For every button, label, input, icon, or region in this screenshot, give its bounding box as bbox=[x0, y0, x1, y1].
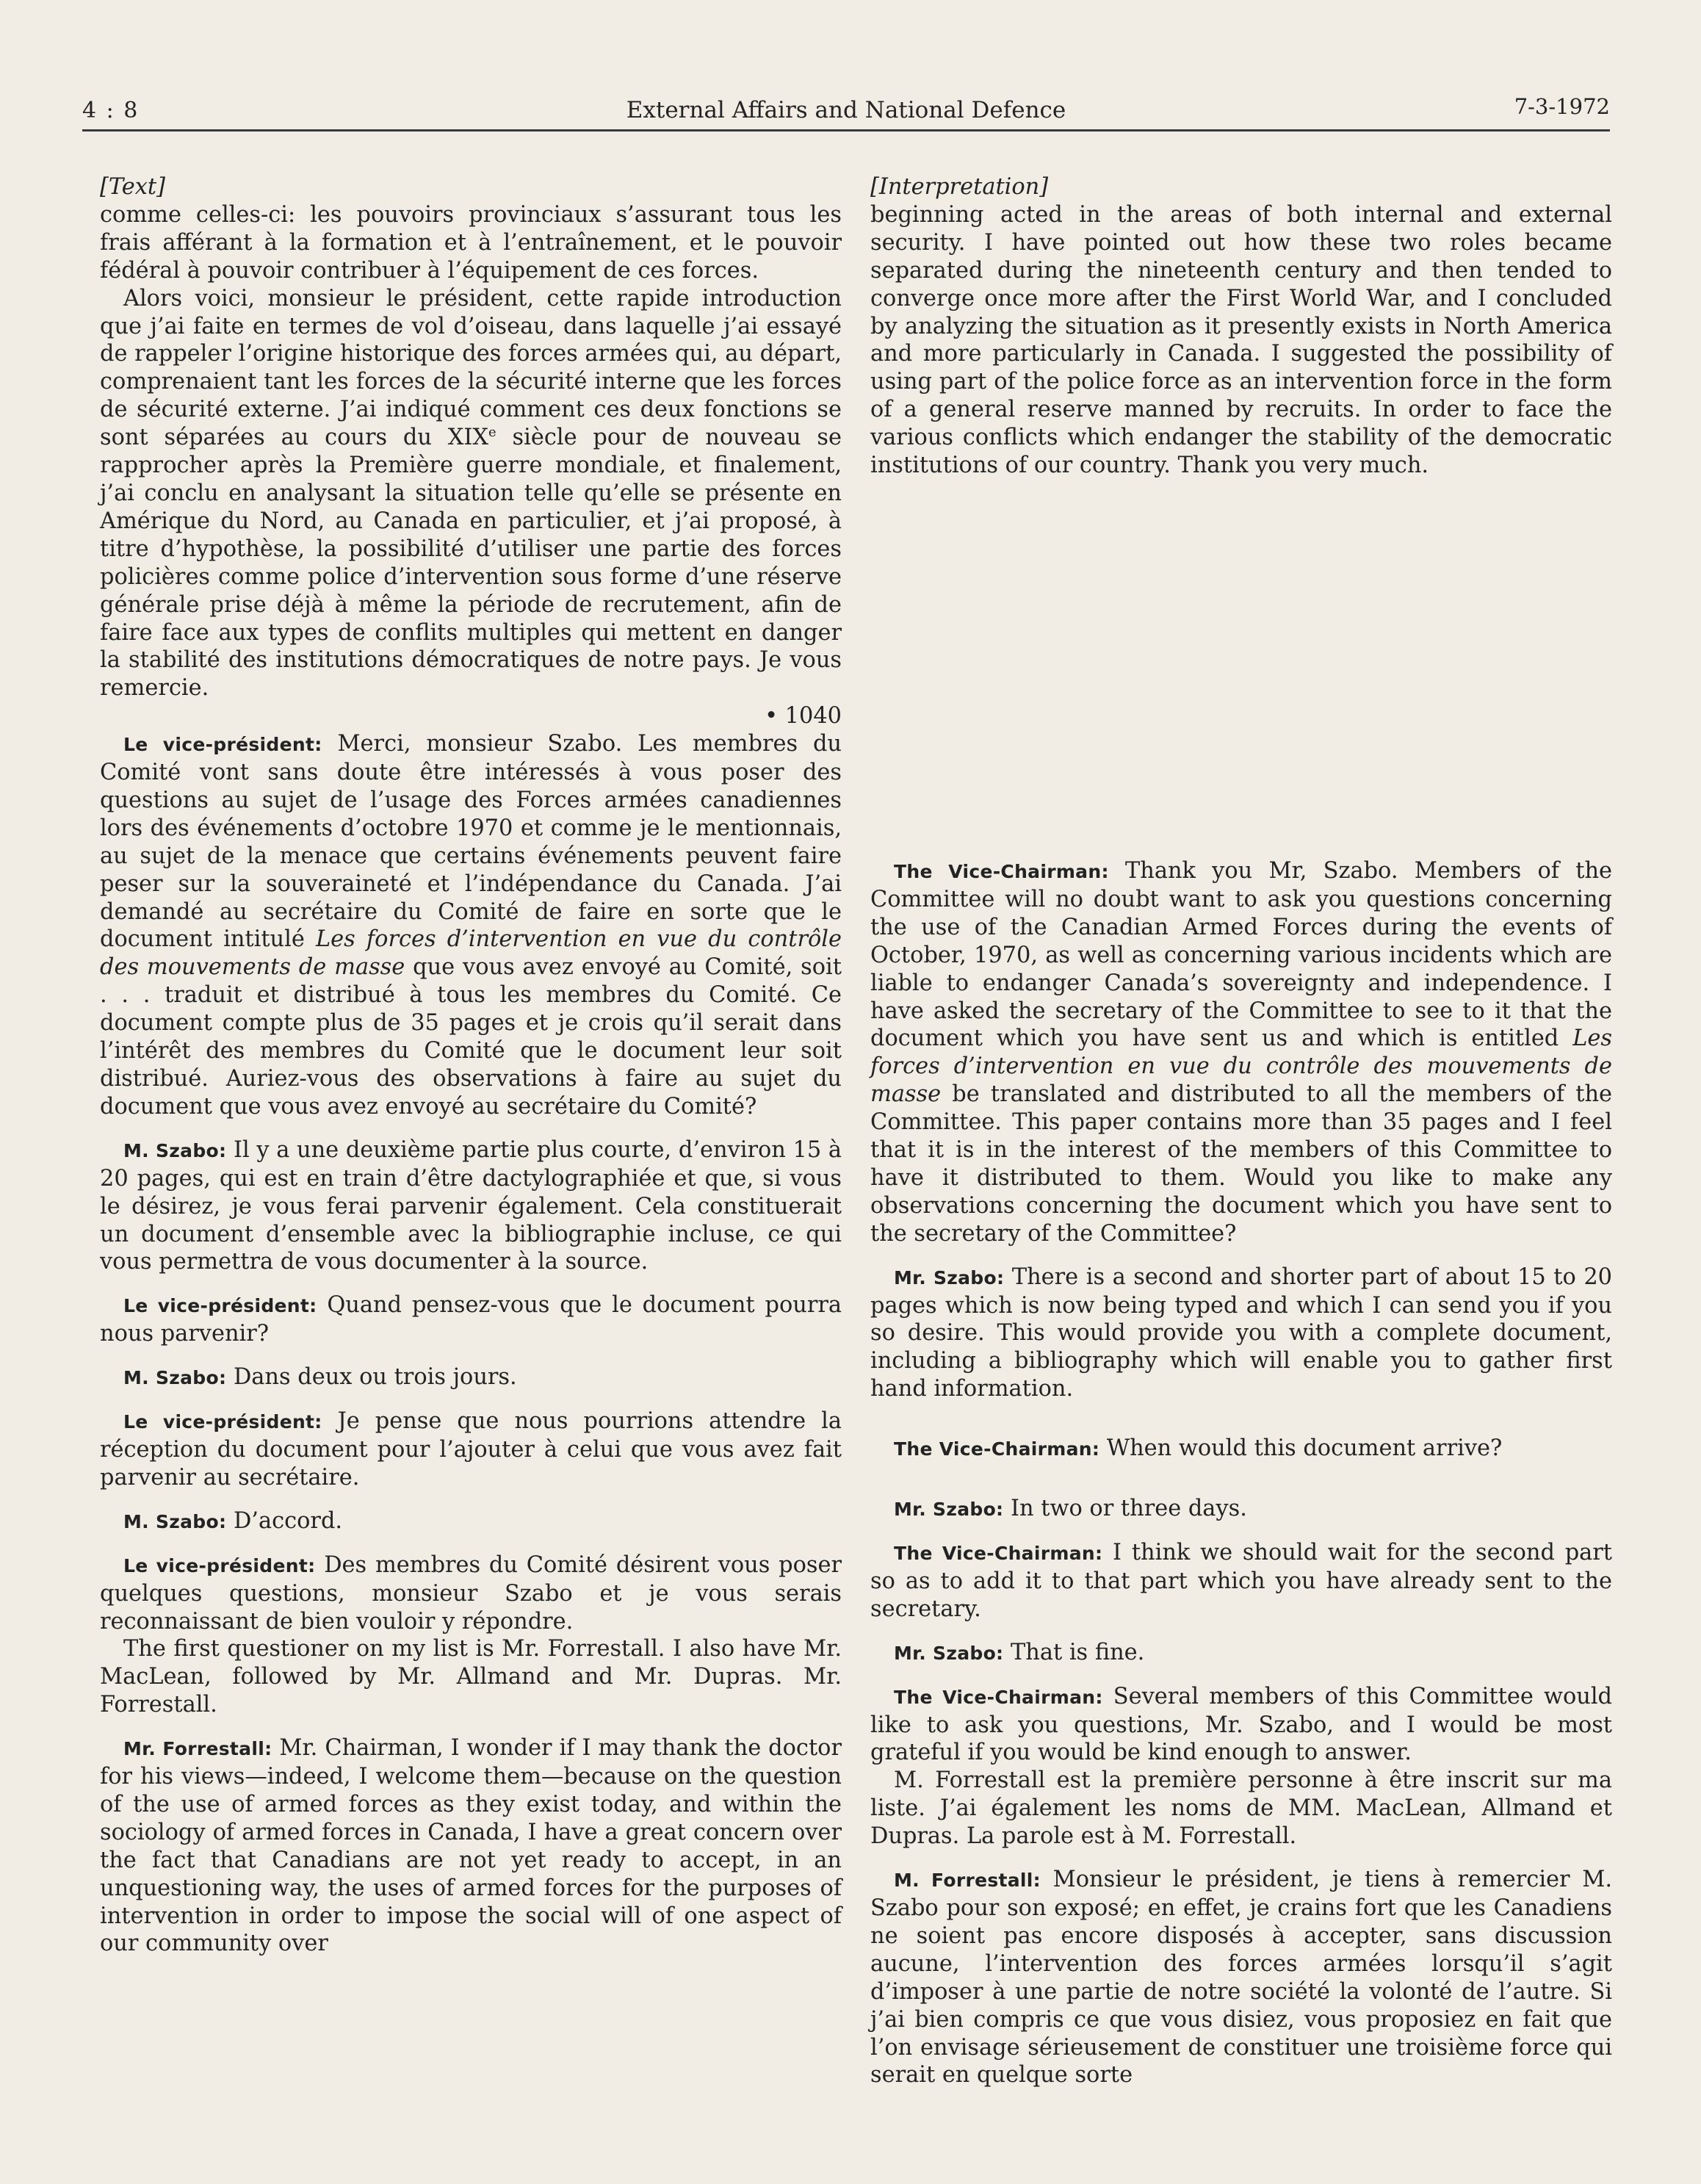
left-column-french bbox=[100, 173, 842, 1958]
paragraph: beginning acted in the areas of both internal and external security. I have pointed out how these two roles became separated during the nineteenth century and then tended to converge once more after the First World War, and I concluded by analyzing the situation as it presently exists in North America and more particularly in Canada. I suggested the possibility of using part of the police force as an intervention force in the form of a general reserve manned by recruits. In order to face the various conflicts which endanger the stability of the democratic institutions of our country. Thank you very much. bbox=[870, 201, 1612, 479]
speech: Le vice-président: Des membres du Comité désirent vous poser quelques questions, monsieur Szabo et je vous serais reconnaissant de bien vouloir y répondre. bbox=[100, 1551, 842, 1635]
page-number: 4 : 8 bbox=[82, 98, 140, 123]
speaker-name: The Vice-Chairman: bbox=[894, 1438, 1100, 1460]
speaker-name: Le vice-président: bbox=[123, 1411, 322, 1433]
speaker-name: The Vice-Chairman: bbox=[894, 1543, 1103, 1564]
speaker-name: Mr. Forrestall: bbox=[123, 1738, 272, 1760]
speaker-name: Mr. Szabo: bbox=[894, 1266, 1005, 1289]
speaker-name: M. Szabo: bbox=[123, 1367, 227, 1389]
speaker-name: M. Szabo: bbox=[123, 1510, 227, 1532]
column-label: [Interpretation] bbox=[870, 174, 1049, 200]
speaker-name: The Vice-Chairman: bbox=[894, 1686, 1103, 1708]
speaker-name: Mr. Szabo: bbox=[894, 1642, 1004, 1664]
speech: Mr. Szabo: There is a second and shorter part of about 15 to 20 pages which is now being typed and which I can send you if you so desire. This would provide you with a complete document, including a bibliography which will enable you to gather first hand information. bbox=[870, 1264, 1612, 1402]
speech: The Vice-Chairman: When would this document arrive? bbox=[894, 1435, 1503, 1462]
speech: M. Forrestall: Monsieur le président, je tiens à remercier M. Szabo pour son exposé; en effet, je crains fort que les Canadiens ne soient pas encore disposés à accepter, sans discussion aucune, l’intervention des forces armées lorsqu’il s’agit d’imposer à une partie de notre société la volonté de l’autre. Si j’ai bien compris ce que vous disiez, vous proposiez en fait que l’on envisage sérieusement de constituer une troisième force qui serait en quelque sorte bbox=[870, 1867, 1612, 2089]
speaker-name: Mr. Szabo: bbox=[894, 1499, 1004, 1521]
page-header bbox=[82, 82, 1610, 131]
speech: The Vice-Chairman: I think we should wait for the second part so as to add it to that part which you have already sent to the secretary. bbox=[870, 1540, 1613, 1622]
speech: M. Szabo: D’accord. bbox=[123, 1507, 343, 1534]
speech: M. Szabo: Dans deux ou trois jours. bbox=[123, 1364, 517, 1391]
speech: Mr. Forrestall: Mr. Chairman, I wonder if I may thank the doctor for his views—indeed, I welcome them—because on the question of the use of armed forces as they exist today, and within the sociology of armed forces in Canada, I have a great concern over the fact that Canadians are not yet ready to accept, in an unquestioning way, the uses of armed forces for the purposes of intervention in order to impose the social will of one aspect of our community over bbox=[100, 1735, 842, 1957]
paragraph: Alors voici, monsieur le président, cette rapide introduction que j’ai faite en termes de vol d’oiseau, dans laquelle j’ai essayé de rappeler l’origine historique des forces armées qui, au départ, comprenaient tant les forces de la sécurité interne que les forces de sécurité externe. J’ai indiqué comment ces deux fonctions se sont séparées au cours du XIXe siècle pour de nouveau se rapprocher après la Première guerre mondiale, et finalement, j’ai conclu en analysant la situation telle qu’elle se présente en Amérique du Nord, au Canada en particulier, et j’ai proposé, à titre d’hypothèse, la possibilité d’utiliser une partie des forces policières comme police d’intervention sous forme d’une réserve générale prise déjà à même la période de recrutement, afin de faire face aux types de conflits multiples qui mettent en danger la stabilité des institutions démocratiques de notre pays. Je vous remercie. bbox=[100, 285, 842, 702]
speaker-name: Le vice-président: bbox=[123, 1295, 317, 1317]
speech: Mr. Szabo: That is fine. bbox=[894, 1639, 1145, 1665]
speech: Mr. Szabo: In two or three days. bbox=[894, 1496, 1247, 1522]
paragraph: The first questioner on my list is Mr. Forrestall. I also have Mr. MacLean, followed by Mr. Allmand and Mr. Dupras. Mr. Forrestall. bbox=[100, 1636, 842, 1718]
speaker-name: M. Szabo: bbox=[123, 1139, 227, 1161]
speech: The Vice-Chairman: Thank you Mr, Szabo. Members of the Committee will no doubt want to ask you questions concerning the use of the Canadian Armed Forces during the events of October, 1970, as well as concerning various incidents which are liable to endanger Canada’s sovereignty and independence. I have asked the secretary of the Committee to see to it that the document which you have sent us and which is entitled Les forces d’intervention en vue du contrôle des mouvements de masse be translated and distributed to all the members of the Committee. This paper contains more than 35 pages and I feel that it is in the interest of the members of this Committee to have it distributed to them. Would you like to make any observations concerning the document which you have sent to the secretary of the Committee? bbox=[870, 857, 1612, 1247]
speaker-name: Le vice-président: bbox=[123, 734, 322, 756]
speech: Le vice-président: Merci, monsieur Szabo. Les membres du Comité vont sans doute être intéressés à vous poser des questions au sujet de l’usage des Forces armées canadiennes lors des événements d’octobre 1970 et comme je le mentionnais, au sujet de la menace que certains événements peuvent faire peser sur la souveraineté et l’indépendance du Canada. J’ai demandé au secrétaire du Comité de faire en sorte que le document intitulé Les forces d’intervention en vue du contrôle des mouvements de masse que vous avez envoyé au Comité, soit . . . traduit et distribué à tous les membres du Comité. Ce document compte plus de 35 pages et je crois qu’il serait dans l’intérêt des membres du Comité que le document leur soit distribué. Auriez-vous des observations à faire au sujet du document que vous avez envoyé au secrétaire du Comité? bbox=[100, 731, 842, 1120]
page-title: External Affairs and National Defence bbox=[626, 97, 1066, 123]
speaker-name: Le vice-président: bbox=[123, 1554, 316, 1576]
time-marker: • 1040 bbox=[765, 703, 842, 729]
document-title: Les forces d’intervention en vue du contrôle des mouvements de masse bbox=[870, 1026, 1612, 1108]
speech: Le vice-président: Je pense que nous pourrions attendre la réception du document pour l’ajouter à celui que vous avez fait parvenir au secrétaire. bbox=[100, 1408, 842, 1491]
paragraph: M. Forrestall est la première personne à être inscrit sur ma liste. J’ai également les noms de MM. MacLean, Allmand et Dupras. La parole est à M. Forrestall. bbox=[870, 1767, 1612, 1850]
column-label: [Text] bbox=[100, 174, 165, 200]
right-column-english bbox=[870, 173, 1612, 2089]
speaker-name: M. Forrestall: bbox=[894, 1870, 1041, 1892]
speech: Le vice-président: Quand pensez-vous que le document pourra nous parvenir? bbox=[100, 1292, 842, 1347]
speaker-name: The Vice-Chairman: bbox=[894, 860, 1109, 882]
speech: M. Szabo: Il y a une deuxième partie plus courte, d’environ 15 à 20 pages, qui est en train d’être dactylographiée et que, si vous le désirez, je vous ferai parvenir également. Cela constituerait un document d’ensemble avec la bibliographie incluse, ce qui vous permettra de vous documenter à la source. bbox=[100, 1136, 842, 1275]
page-date: 7-3-1972 bbox=[1514, 94, 1610, 119]
document-title: Les forces d’intervention en vue du contrôle des mouvements de masse bbox=[100, 926, 842, 981]
paragraph: comme celles-ci: les pouvoirs provinciaux s’assurant tous les frais afférant à la formation et à l’entraînement, et le pouvoir fédéral à pouvoir contribuer à l’équipement de ces forces. bbox=[100, 201, 842, 284]
speech: The Vice-Chairman: Several members of this Committee would like to ask you questions, Mr. Szabo, and I would be most grateful if you would be kind enough to answer. bbox=[870, 1683, 1612, 1766]
